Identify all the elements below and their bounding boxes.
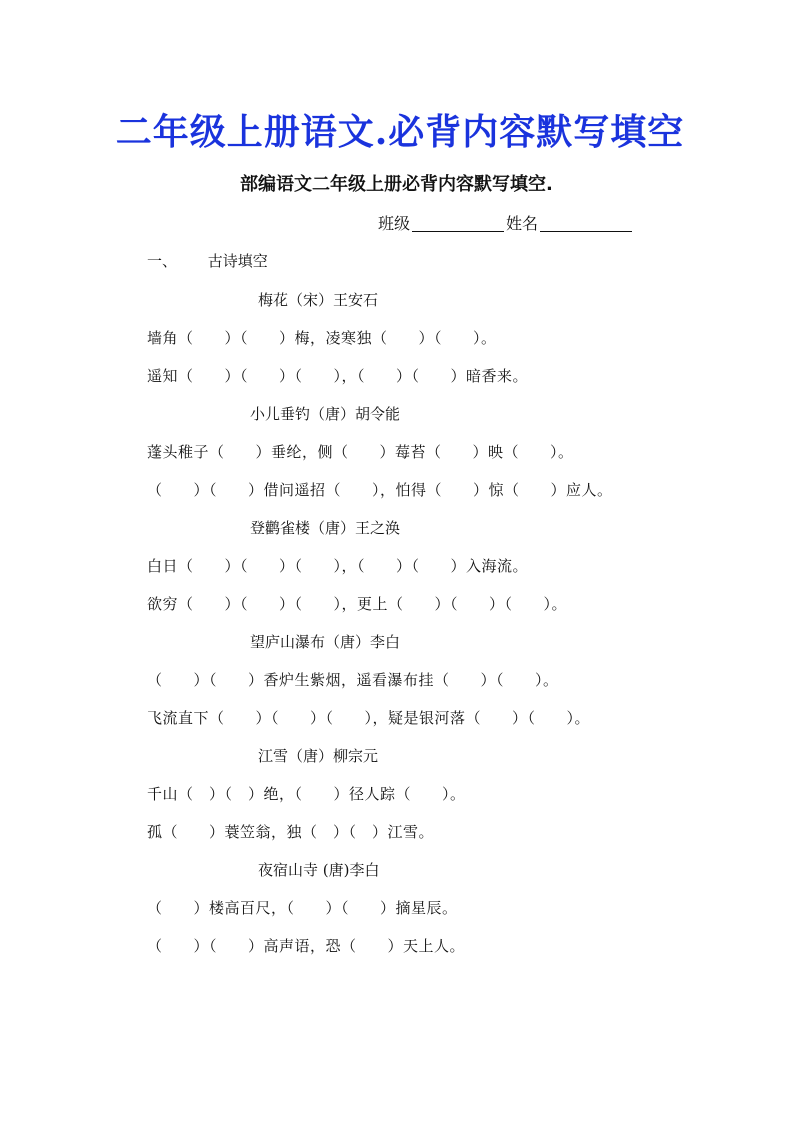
poem-heading: 登鹳雀楼（唐）王之涣 bbox=[250, 519, 401, 537]
page-title: 二年级上册语文.必背内容默写填空 bbox=[115, 111, 685, 153]
section-title: 古诗填空 bbox=[207, 252, 268, 270]
name-label: 姓名 bbox=[506, 214, 539, 233]
poem-heading: 小儿垂钓（唐）胡令能 bbox=[250, 405, 401, 423]
poem-heading: 江雪（唐）柳宗元 bbox=[258, 747, 379, 765]
poem-line: 千山（ ）（ ）绝，（ ）径人踪（ ）。 bbox=[147, 785, 466, 803]
poem-line: 欲穷（ ）（ ）（ ），更上（ ）（ ）（ ）。 bbox=[147, 595, 568, 613]
section-number: 一、 bbox=[147, 252, 178, 270]
poem-line: （ ）（ ）香炉生紫烟，遥看瀑布挂（ ）（ ）。 bbox=[147, 671, 559, 689]
name-blank bbox=[540, 213, 632, 232]
poem-heading: 望庐山瀑布（唐）李白 bbox=[250, 633, 401, 651]
class-blank bbox=[412, 213, 504, 232]
poem-line: 蓬头稚子（ ）垂纶，侧（ ）莓苔（ ）映（ ）。 bbox=[147, 443, 574, 461]
poem-line: （ ）楼高百尺，（ ）（ ）摘星辰。 bbox=[147, 899, 458, 917]
student-info-line bbox=[378, 211, 634, 234]
poem-heading: 梅花（宋）王安石 bbox=[258, 291, 379, 309]
poem-line: 墙角（ ）（ ）梅，凌寒独（ ）（ ）。 bbox=[147, 329, 497, 347]
poem-line: （ ）（ ）高声语，恐（ ）天上人。 bbox=[147, 937, 466, 955]
section-heading bbox=[147, 250, 268, 271]
poem-line: （ ）（ ）借问遥招（ ），怕得（ ）惊（ ）应人。 bbox=[147, 481, 613, 499]
poem-heading: 夜宿山寺 (唐)李白 bbox=[258, 861, 380, 879]
poem-line: 飞流直下（ ）（ ）（ ），疑是银河落（ ）（ ）。 bbox=[147, 709, 591, 727]
class-label: 班级 bbox=[378, 214, 411, 233]
poem-line: 白日（ ）（ ）（ ），（ ）（ ）入海流。 bbox=[147, 557, 529, 575]
page-subtitle: 部编语文二年级上册必背内容默写填空. bbox=[240, 174, 553, 195]
poem-line: 孤（ ）蓑笠翁，独（ ）（ ）江雪。 bbox=[147, 823, 435, 841]
poem-line: 遥知（ ）（ ）（ ），（ ）（ ）暗香来。 bbox=[147, 367, 529, 385]
